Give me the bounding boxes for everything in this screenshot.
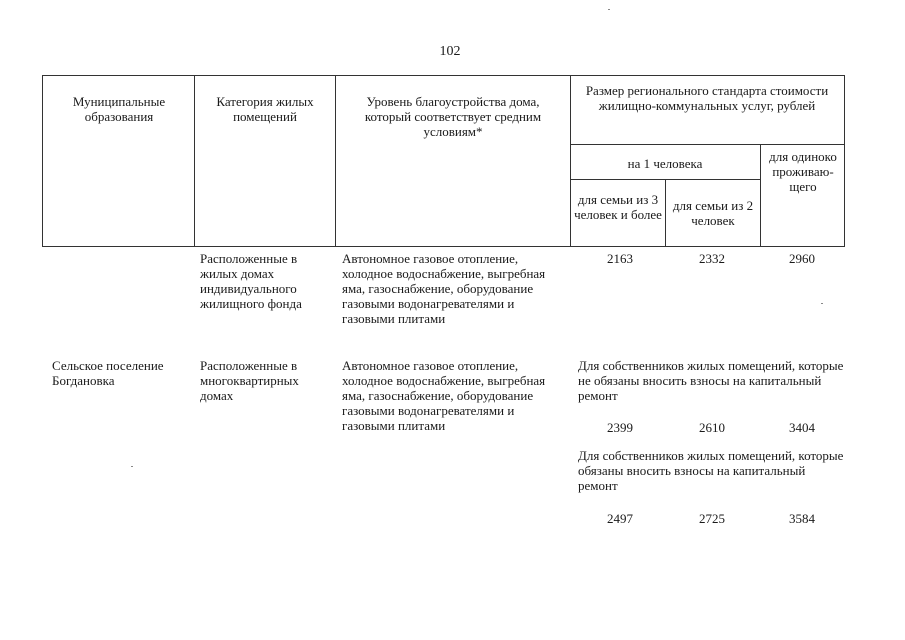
header-category: Категория жилых помещений — [216, 94, 314, 124]
row2-note-capital-repair: Для собственников жилых помещений, которые обязаны вносить взносы на капитальный ремонт — [578, 448, 844, 493]
scan-speck — [608, 9, 610, 10]
scan-speck — [821, 303, 823, 304]
header-family3: для семьи из 3 человек и более — [574, 192, 662, 222]
row2-a-value-single: 3404 — [789, 420, 815, 435]
row2-note-no-capital-repair: Для собственников жилых помещений, которые не обязаны вносить взносы на капитальный ремонт — [578, 358, 844, 403]
scan-speck — [131, 466, 133, 467]
header-level: Уровень благоустройства дома, который соответствует средним условиям* — [364, 94, 542, 139]
row2-municipality: Сельское поселение Богдановка — [52, 358, 164, 388]
row2-level: Автономное газовое отопление, холодное водоснабжение, выгребная яма, газоснабжение, оборудование газовыми водонагревателями и газовыми плитами — [342, 358, 546, 433]
row2-b-value-family2: 2725 — [699, 511, 725, 526]
row1-value-family3: 2163 — [607, 251, 633, 266]
row1-level: Автономное газовое отопление, холодное водоснабжение, выгребная яма, газоснабжение, оборудование газовыми водонагревателями и газовыми плитами — [342, 251, 546, 326]
header-per-person: на 1 человека — [627, 156, 703, 171]
row1-value-family2: 2332 — [699, 251, 725, 266]
header-single: для одиноко проживаю-щего — [769, 149, 837, 194]
header-municipality: Муниципальные образования — [72, 94, 166, 124]
row1-category: Расположенные в жилых домах индивидуального жилищного фонда — [200, 251, 302, 311]
row2-category: Расположенные в многоквартирных домах — [200, 358, 299, 403]
header-family2: для семьи из 2 человек — [672, 198, 754, 228]
row2-b-value-family3: 2497 — [607, 511, 633, 526]
page-number: 102 — [439, 44, 461, 59]
row1-value-single: 2960 — [789, 251, 815, 266]
header-size: Размер регионального стандарта стоимости жилищно-коммунальных услуг, рублей — [585, 83, 829, 113]
row2-a-value-family3: 2399 — [607, 420, 633, 435]
row2-a-value-family2: 2610 — [699, 420, 725, 435]
row2-b-value-single: 3584 — [789, 511, 815, 526]
